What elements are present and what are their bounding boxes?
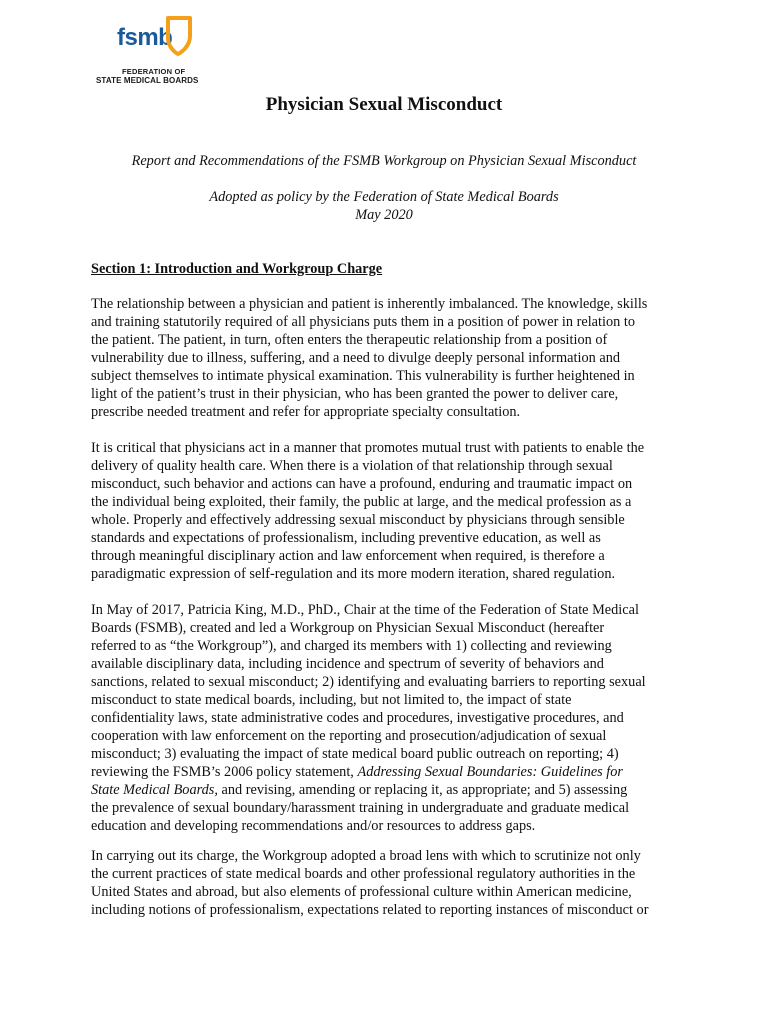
paragraph-1 [91, 295, 691, 421]
fsmb-logo-mark [106, 14, 186, 60]
paragraph-line: the current practices of state medical boards and other professional regulatory authorities in the [91, 866, 636, 882]
paragraph-line: referred to as “the Workgroup”), and charged its members with 1) collecting and reviewing [91, 638, 612, 654]
paragraph-line: delivery of quality health care. When there is a violation of that relationship through sexual [91, 458, 613, 474]
paragraph-3 [91, 601, 691, 835]
paragraph-line: through meaningful disciplinary action and law enforcement when required, is therefore a [91, 548, 605, 564]
document-date: May 2020 [355, 207, 413, 223]
adopted-statement: Adopted as policy by the Federation of State Medical Boards [209, 189, 559, 205]
paragraph-line: available disciplinary data, including incidence and spectrum of severity of behaviors and [91, 656, 604, 672]
paragraph-line: paradigmatic expression of self-regulation and its more modern iteration, shared regulation. [91, 566, 616, 582]
paragraph-line: misconduct; 3) evaluating the impact of state medical board public outreach on reporting; 4) [91, 746, 619, 762]
paragraph-line: and training statutorily required of all physicians puts them in a position of power in relation to [91, 314, 635, 330]
fsmb-logo [96, 14, 206, 84]
paragraph-line: sanctions, related to sexual misconduct; 2) identifying and evaluating barriers to reporting sexual [91, 674, 646, 690]
paragraph-line: whole. Properly and effectively addressing sexual misconduct by physicians through sensible [91, 512, 625, 528]
paragraph-line: confidentiality laws, state administrative codes and procedures, investigative procedures, and [91, 710, 624, 726]
paragraph-line: State Medical Boards, and revising, amending or replacing it, as appropriate; and 5) assessing [91, 782, 628, 798]
shield-icon [164, 16, 194, 56]
paragraph-line: light of the patient’s trust in their physician, who has been granted the power to deliver care, [91, 386, 619, 402]
paragraph-line: The relationship between a physician and patient is inherently imbalanced. The knowledge, skills [91, 296, 648, 312]
paragraph-line: the individual being exploited, their family, the public at large, and the medical profession as a [91, 494, 632, 510]
paragraph-line: United States and abroad, but also elements of professional culture within American medicine, [91, 884, 632, 900]
paragraph-line: Boards (FSMB), created and led a Workgroup on Physician Sexual Misconduct (hereafter [91, 620, 605, 636]
paragraph-line: including notions of professionalism, expectations related to reporting instances of misconduct or [91, 902, 649, 918]
paragraph-line: In May of 2017, Patricia King, M.D., PhD., Chair at the time of the Federation of State Medical [91, 602, 639, 618]
paragraph-line: misconduct to state medical boards, including, but not limited to, the impact of state [91, 692, 572, 708]
paragraph-line: the patient. The patient, in turn, often enters the therapeutic relationship from a position of [91, 332, 608, 348]
paragraph-line: subject themselves to intimate physical examination. This vulnerability is further heightened in [91, 368, 635, 384]
paragraph-line: prescribe needed treatment and refer for appropriate specialty consultation. [91, 404, 521, 420]
logo-line-2: STATE MEDICAL BOARDS [96, 76, 199, 85]
logo-line-1: FEDERATION OF [122, 67, 186, 76]
paragraph-2 [91, 439, 691, 583]
paragraph-line: In carrying out its charge, the Workgroup adopted a broad lens with which to scrutinize not only [91, 848, 641, 864]
logo-wordmark: fsmb [117, 24, 173, 51]
paragraph-line: cooperation with law enforcement on the reporting and prosecution/adjudication of sexual [91, 728, 607, 744]
document-subtitle: Report and Recommendations of the FSMB Workgroup on Physician Sexual Misconduct [131, 153, 637, 169]
paragraph-line: standards and expectations of professionalism, including preventive education, as well as [91, 530, 601, 546]
paragraph-4 [91, 847, 691, 919]
paragraph-line: education and developing recommendations and/or resources to address gaps. [91, 818, 536, 834]
paragraph-line: vulnerability due to illness, suffering, and a need to divulge deeply personal information and [91, 350, 620, 366]
paragraph-line: It is critical that physicians act in a manner that promotes mutual trust with patients to enable the [91, 440, 645, 456]
paragraph-line: the prevalence of sexual boundary/harassment training in undergraduate and graduate medical [91, 800, 630, 816]
section-heading: Section 1: Introduction and Workgroup Charge [91, 261, 383, 277]
document-title: Physician Sexual Misconduct [265, 94, 503, 115]
paragraph-line: reviewing the FSMB’s 2006 policy statement, Addressing Sexual Boundaries: Guidelines for [91, 764, 623, 780]
paragraph-line: misconduct, such behavior and actions can have a profound, enduring and traumatic impact on [91, 476, 633, 492]
